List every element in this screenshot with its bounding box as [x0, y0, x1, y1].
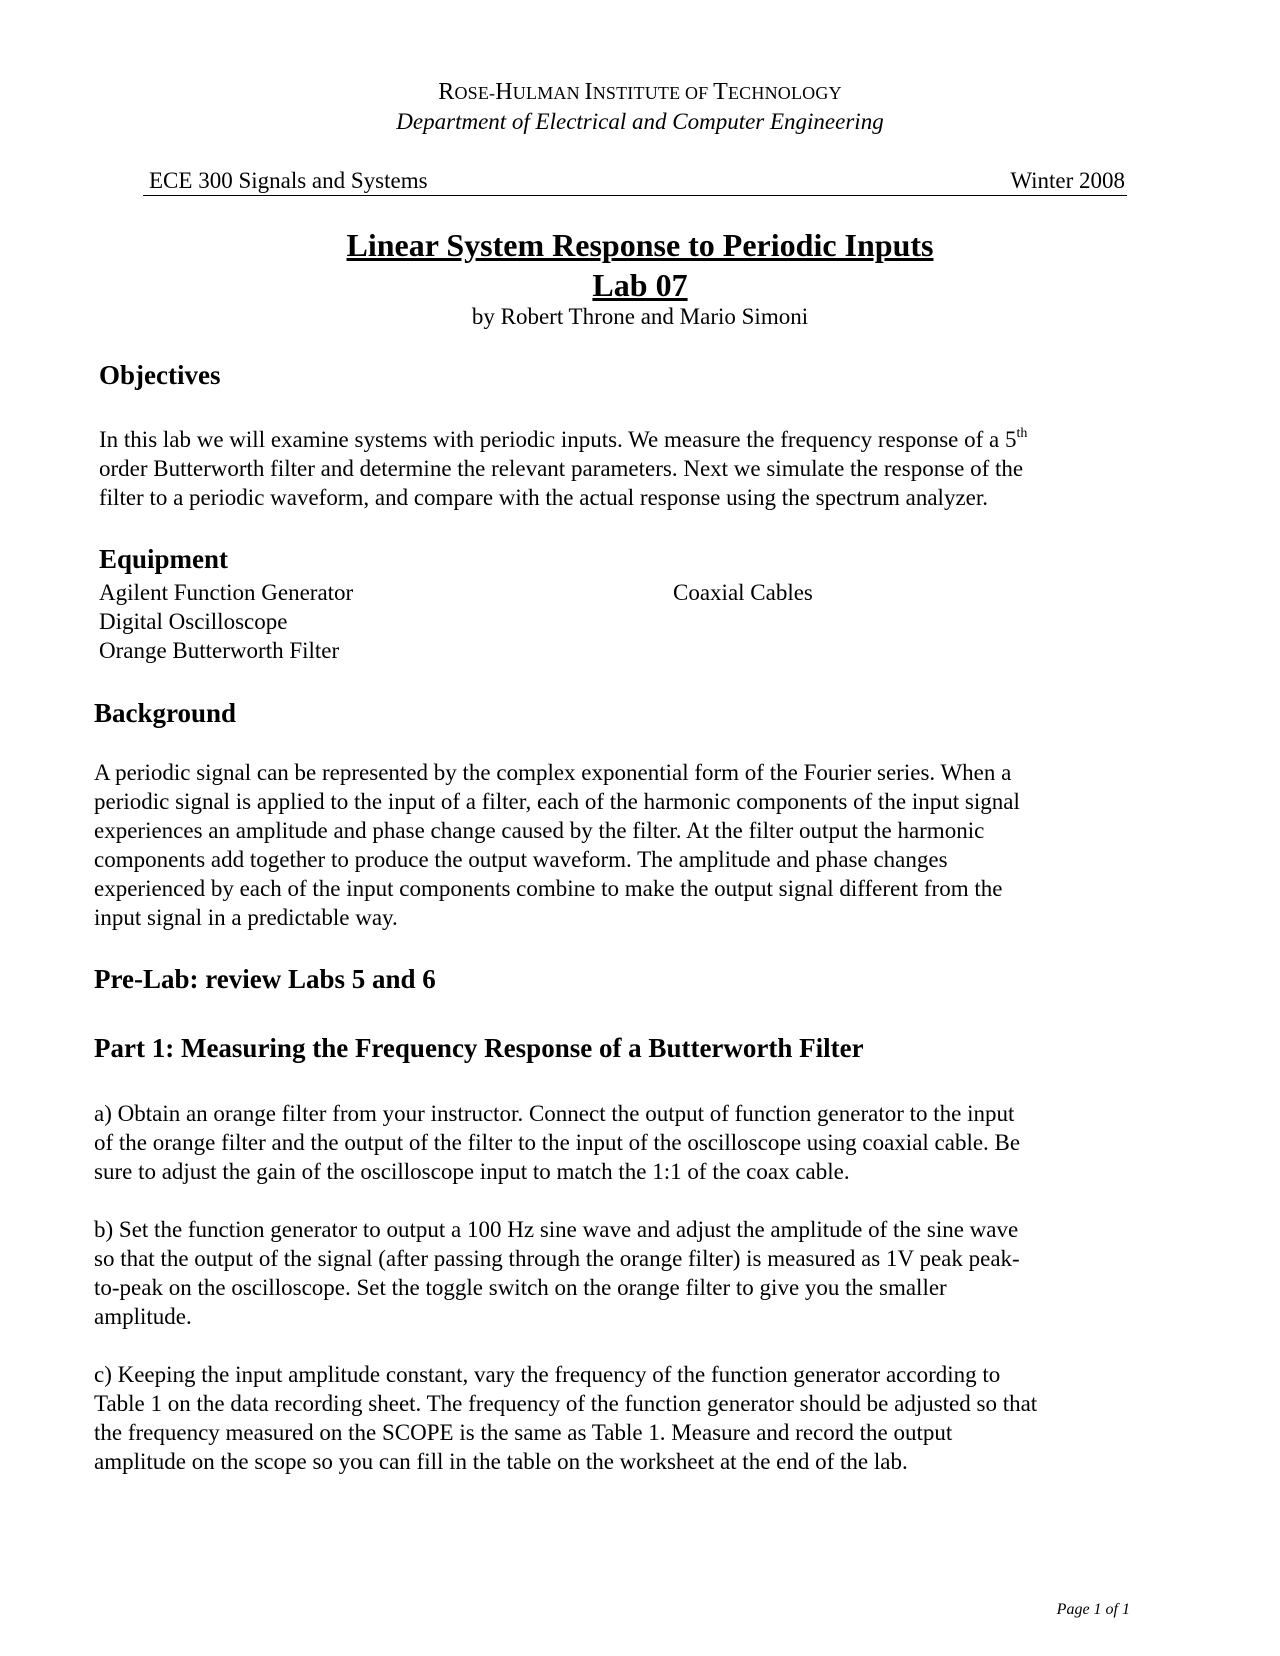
step-a-line: sure to adjust the gain of the oscilloscope input to match the 1:1 of the coax cable.: [94, 1159, 850, 1184]
step-b-line: so that the output of the signal (after passing through the orange filter) is measured as 1V peak peak-: [94, 1246, 1020, 1271]
authors: by Robert Throne and Mario Simoni: [471, 304, 809, 329]
course-header-line: [143, 168, 1127, 196]
background-line: components add together to produce the output waveform. The amplitude and phase changes: [94, 847, 948, 872]
equipment-list-left: [99, 578, 353, 665]
step-c-line: c) Keeping the input amplitude constant, vary the frequency of the function generator according to: [94, 1362, 1001, 1387]
step-b-line: amplitude.: [94, 1304, 192, 1329]
step-a-line: of the orange filter and the output of the filter to the input of the oscilloscope using coaxial cable. Be: [94, 1130, 1021, 1155]
term: Winter 2008: [1010, 168, 1125, 193]
background-heading: Background: [94, 698, 237, 728]
equipment-item: Digital Oscilloscope: [99, 609, 288, 634]
step-b-line: to-peak on the oscilloscope. Set the toggle switch on the orange filter to give you the smaller: [94, 1275, 947, 1300]
equipment-item: Agilent Function Generator: [99, 580, 354, 605]
background-line: input signal in a predictable way.: [94, 905, 398, 930]
part1-step-c: [94, 1360, 1037, 1476]
objectives-line-1: In this lab we will examine systems with periodic inputs. We measure the frequency response of a 5th: [99, 426, 1028, 452]
superscript-th: th: [1016, 426, 1028, 441]
course-name: ECE 300 Signals and Systems: [149, 168, 428, 193]
lab-number: Lab 07: [592, 267, 688, 303]
part1-step-b: [94, 1215, 1020, 1331]
objectives-line-2: order Butterworth filter and determine the relevant parameters. Next we simulate the response of the: [99, 456, 1024, 481]
equipment-item: Orange Butterworth Filter: [99, 638, 340, 663]
background-line: experienced by each of the input components combine to make the output signal different from the: [94, 876, 1003, 901]
objectives-heading: Objectives: [99, 360, 221, 390]
equipment-list-right: [673, 578, 813, 607]
step-b-line: b) Set the function generator to output a 100 Hz sine wave and adjust the amplitude of the sine wave: [94, 1217, 1019, 1242]
step-c-line: Table 1 on the data recording sheet. The frequency of the function generator should be adjusted so that: [94, 1391, 1038, 1416]
background-line: periodic signal is applied to the input of a filter, each of the harmonic components of the input signal: [94, 789, 1020, 814]
part1-step-a: [94, 1099, 1020, 1186]
prelab-heading: Pre-Lab: review Labs 5 and 6: [94, 964, 436, 994]
step-c-line: the frequency measured on the SCOPE is the same as Table 1. Measure and record the output: [94, 1420, 953, 1445]
background-line: experiences an amplitude and phase change caused by the filter. At the filter output the harmonic: [94, 818, 985, 843]
objectives-paragraph: [99, 425, 1027, 512]
step-c-line: amplitude on the scope so you can fill in the table on the worksheet at the end of the lab.: [94, 1449, 908, 1474]
department-name: Department of Electrical and Computer Engineering: [396, 109, 884, 134]
step-a-line: a) Obtain an orange filter from your instructor. Connect the output of function generator to the input: [94, 1101, 1015, 1126]
background-paragraph: [94, 758, 1020, 932]
institution-name: ROSE-HULMAN INSTITUTE OF TECHNOLOGY: [438, 79, 842, 105]
page-number: Page 1 of 1: [1056, 1601, 1130, 1618]
part1-heading: Part 1: Measuring the Frequency Response of a Butterworth Filter: [94, 1033, 864, 1063]
equipment-item: Coaxial Cables: [673, 580, 813, 605]
objectives-line-3: filter to a periodic waveform, and compare with the actual response using the spectrum analyzer.: [99, 485, 989, 510]
equipment-heading: Equipment: [99, 544, 229, 574]
background-line: A periodic signal can be represented by the complex exponential form of the Fourier series. When a: [94, 760, 1012, 785]
document-title: Linear System Response to Periodic Inputs: [346, 227, 934, 263]
